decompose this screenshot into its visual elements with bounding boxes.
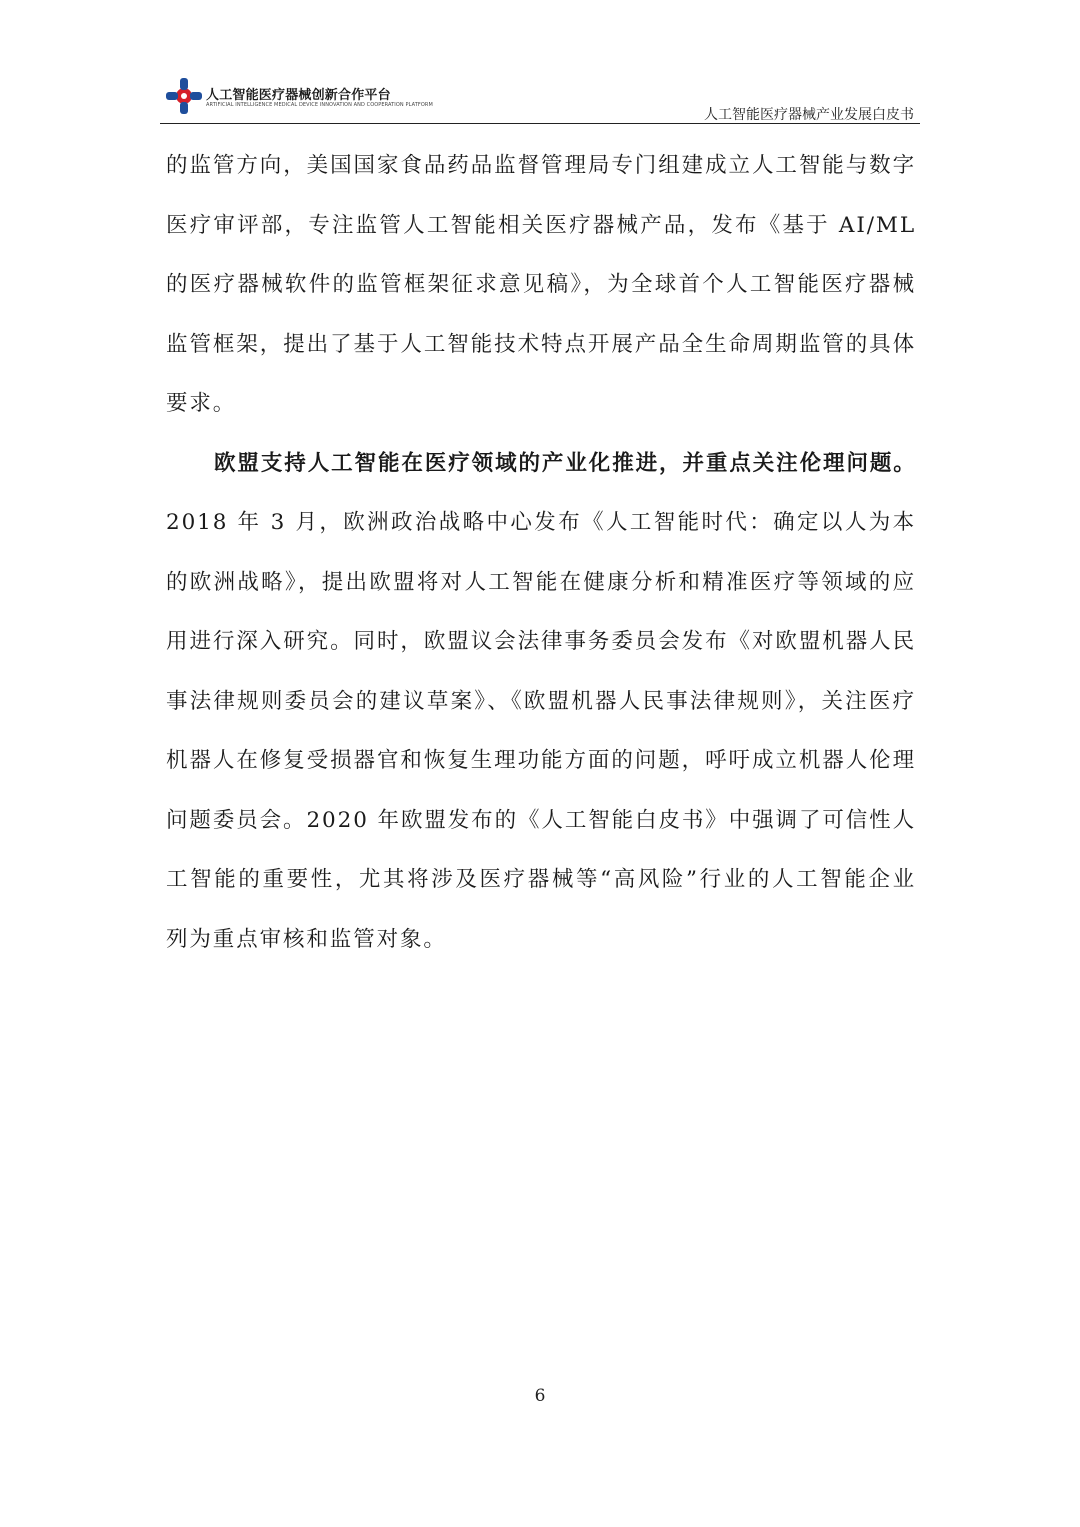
page-body bbox=[166, 136, 916, 969]
page-number: 6 bbox=[534, 1386, 546, 1406]
logo-title: 人工智能医疗器械创新合作平台 bbox=[206, 88, 391, 103]
paragraph-us-regulation: 的监管方向，美国国家食品药品监督管理局专门组建成立人工智能与数字医疗审评部，专注监管人工智能相关医疗器械产品，发布《基于 AI/ML 的医疗器械软件的监管框架征求意见稿》，为全球首个人工智能医疗器械监管框架，提出了基于人工智能技术特点开展产品全生命周期监管的具体要求。 bbox=[166, 153, 916, 416]
platform-logo-icon bbox=[164, 76, 204, 116]
platform-logo bbox=[160, 70, 433, 120]
logo-subtitle: ARTIFICIAL INTELLIGENCE MEDICAL DEVICE INNOVATION AND COOPERATION PLATFORM bbox=[206, 102, 433, 108]
paragraph-body-text: 2018 年 3 月，欧洲政治战略中心发布《人工智能时代：确定以人为本的欧洲战略》，提出欧盟将对人工智能在健康分析和精准医疗等领域的应用进行深入研究。同时，欧盟议会法律事务委员会发布《对欧盟机器人民事法律规则委员会的建议草案》、《欧盟机器人民事法律规则》，关注医疗机器人在修复受损器官和恢复生理功能方面的问题，呼吁成立机器人伦理问题委员会。2020 年欧盟发布的《人工智能白皮书》中强调了可信性人工智能的重要性，尤其将涉及医疗器械等“高风险”行业的人工智能企业列为重点审核和监管对象。 bbox=[166, 510, 916, 952]
document-title: 人工智能医疗器械产业发展白皮书 bbox=[704, 107, 914, 123]
paragraph-eu-policy bbox=[166, 434, 916, 970]
paragraph-lead-sentence: 欧盟支持人工智能在医疗领域的产业化推进，并重点关注伦理问题。 bbox=[214, 450, 916, 476]
page-header bbox=[160, 70, 920, 126]
header-divider bbox=[160, 123, 920, 124]
